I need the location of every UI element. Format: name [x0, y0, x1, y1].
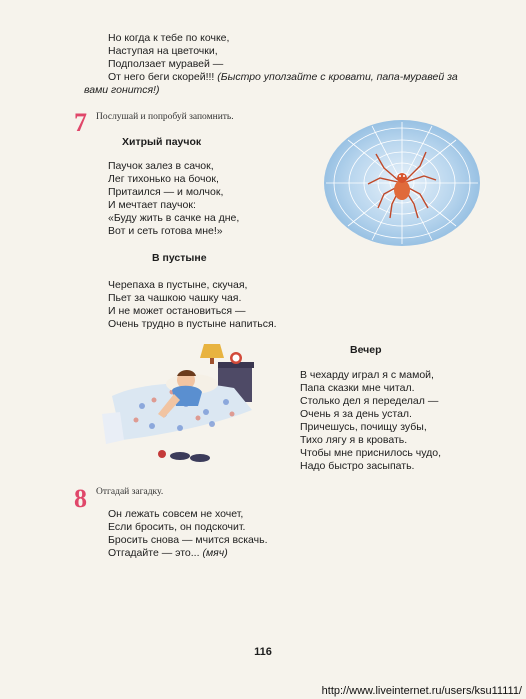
poem-ant-note: (Быстро уползайте с кровати, папа-муравей за — [217, 71, 458, 83]
task-number-8: 8 — [74, 484, 87, 513]
watermark-url: http://www.liveinternet.ru/users/ksu11111/ — [321, 685, 522, 697]
boy-in-bed-illustration — [102, 344, 260, 466]
poem-spider-line: Лег тихонько на бочок, — [108, 173, 219, 185]
poem-evening-line: Папа сказки мне читал. — [300, 382, 415, 394]
poem-spider-line: Паучок залез в сачок, — [108, 160, 214, 172]
poem-evening-line: В чехарду играл я с мамой, — [300, 369, 434, 381]
poem-spider-line: «Буду жить в сачке на дне, — [108, 212, 240, 224]
riddle-answer: (мяч) — [202, 547, 228, 559]
poem-spider-line: Притаился — и молчок, — [108, 186, 224, 198]
poem-evening-line: Столько дел я переделал — — [300, 395, 439, 407]
poem-ant-line: Наступая на цветочки, — [108, 45, 218, 57]
poem-evening-line: Причешусь, почищу зубы, — [300, 421, 427, 433]
task-instruction-8: Отгадай загадку. — [96, 487, 164, 497]
toy-ball-icon — [158, 450, 166, 458]
task-number-7: 7 — [74, 108, 87, 137]
poem-desert-line: И не может остановиться — — [108, 305, 246, 317]
poem-desert-line: Пьет за чашкою чашку чая. — [108, 292, 242, 304]
riddle-line: Отгадайте — это... — [108, 547, 200, 559]
poem-spider-line: Вот и сеть готова мне!» — [108, 225, 223, 237]
slipper — [190, 454, 210, 462]
poem-evening-line: Чтобы мне приснилось чудо, — [300, 447, 442, 459]
poem-ant-line: От него беги скорей!!! — [108, 71, 215, 83]
page-number: 116 — [254, 646, 272, 658]
task-instruction-7: Послушай и попробуй запомнить. — [96, 112, 234, 122]
riddle-line: Если бросить, он подскочит. — [108, 521, 246, 533]
poem-evening-line: Надо быстро засыпать. — [300, 460, 415, 472]
poem-desert-title: В пустыне — [152, 252, 207, 264]
poem-evening-line: Очень я за день устал. — [300, 408, 412, 420]
riddle-line: Бросить снова — мчится вскачь. — [108, 534, 268, 546]
poem-ant-line: Но когда к тебе по кочке, — [108, 32, 230, 44]
riddle-line: Он лежать совсем не хочет, — [108, 508, 244, 520]
slipper — [170, 452, 190, 460]
poem-desert-line: Черепаха в пустыне, скучая, — [108, 279, 248, 291]
spider-web-illustration — [322, 118, 482, 248]
poem-ant-line-with-note — [108, 71, 458, 84]
poem-spider-line: И мечтает паучок: — [108, 199, 196, 211]
lamp-icon — [200, 344, 224, 364]
poem-ant-line: Подползает муравей — — [108, 58, 224, 70]
riddle-line-with-answer — [108, 547, 228, 560]
poem-desert-line: Очень трудно в пустыне напиться. — [108, 318, 277, 330]
poem-evening-title: Вечер — [350, 344, 382, 356]
poem-ant-note-continued: вами гонится!) — [84, 84, 160, 96]
poem-spider-title: Хитрый паучок — [122, 136, 202, 148]
poem-evening-line: Тихо лягу я в кровать. — [300, 434, 408, 446]
